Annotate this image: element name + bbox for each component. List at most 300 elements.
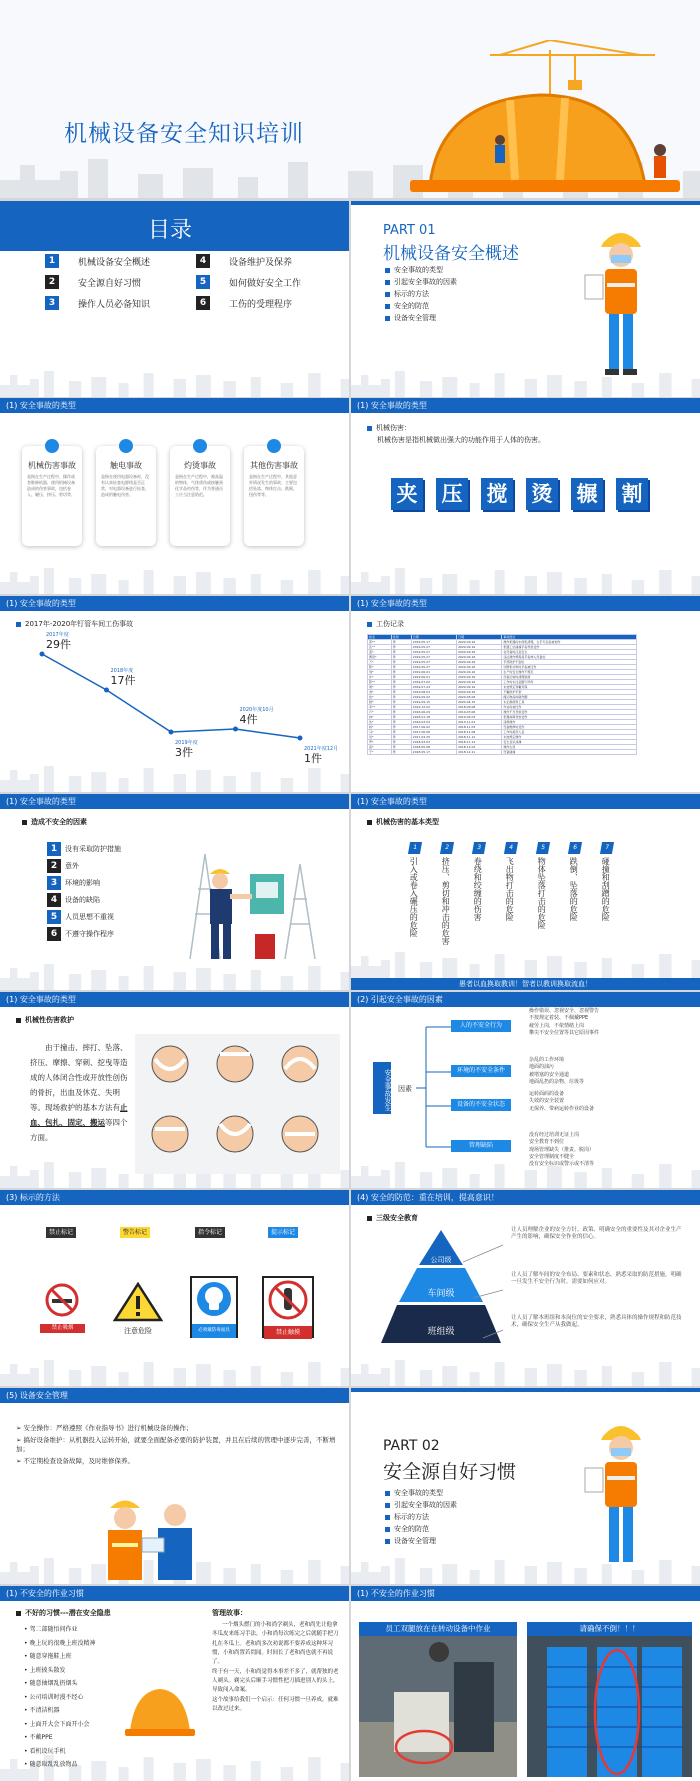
tag-information: 提示标记 [268, 1227, 298, 1238]
table-cell: 2019.12.02 [411, 705, 456, 710]
injury-type-column [409, 842, 423, 952]
table-cell: 作业时被压伤 [502, 705, 637, 710]
factor-number: 2 [47, 859, 61, 873]
injury-type-column [601, 842, 615, 952]
city-skyline-decor [351, 948, 700, 978]
factor-item [37, 910, 157, 925]
factor-label: 环境的影响 [65, 879, 100, 887]
table-cell: 杨* [368, 725, 392, 730]
category-label: 2020年度10月 [239, 707, 274, 713]
branch-notes [529, 1057, 584, 1086]
part-number: PART 02 [383, 1438, 440, 1454]
table-cell: 搬运物品时砸伤脚 [502, 695, 637, 700]
habit-label: 随意穿拖鞋上班 [29, 1653, 72, 1660]
worker-illustration [581, 223, 661, 383]
part-title: 机械设备安全概述 [383, 244, 519, 264]
section-bar: (5) 设备安全管理 [0, 1388, 349, 1403]
factor-number: 6 [47, 927, 61, 941]
branch-notes [529, 1008, 599, 1037]
section-bar: (4) 安全的防范：重在培训，提高意识！ [351, 1190, 700, 1205]
table-cell: 沈* [368, 720, 392, 725]
table-cell: 生产时安全操作不规范 [502, 670, 637, 675]
table-cell: 2019.05.27 [411, 645, 456, 650]
habit-item [24, 1734, 52, 1742]
city-skyline-decor [351, 1356, 700, 1386]
table-cell: 2019.07.24 [411, 685, 456, 690]
table-cell: 男 [391, 675, 411, 680]
section-bar: (2) 引起安全事故的因素 [351, 992, 700, 1007]
table-cell: 2017.06.02 [411, 725, 456, 730]
types-heading: 机械伤害的基本类型 [367, 818, 439, 827]
table-cell: 设备维修时受伤 [502, 725, 637, 730]
table-cell: 男 [391, 745, 411, 750]
branch-note: 地面的油污 [529, 1064, 555, 1071]
table-cell: 2020.09.16 [457, 655, 502, 660]
mgmt-item: ➢ 安全操作：严格遵照《作业指导书》进行机械设备的操作； [16, 1424, 193, 1432]
habit-label: 随意抽烟乱扔烟头 [29, 1680, 78, 1687]
habit-label: 上面开大会下面开小会 [29, 1720, 90, 1728]
branch-label: 人的不安全行为 [451, 1020, 511, 1032]
part-item: 设备安全管理 [385, 314, 436, 323]
section-bar: (1) 安全事故的类型 [351, 398, 700, 413]
table-cell: 2019.08.03 [411, 690, 456, 695]
gas-mask-sign: 必须戴防毒面具 [190, 1276, 238, 1338]
section-bar: (1) 不安全的作业习惯 [0, 1586, 349, 1601]
branch-note: 操作错误、忽视安全、忽视警告 [529, 1008, 600, 1014]
first-aid-text: 由于撞击、摔打、坠落、挤压、摩擦、穿刺、挖曳等造成的人体闭合性或开放性创伤的骨折，出血及休克、失明等。现场救护的基本方法有止血、包扎、固定、搬运等四个方面。 [30, 1043, 128, 1142]
factory-photo [359, 1622, 517, 1777]
habit-item [24, 1667, 65, 1675]
slide-three-level-education [351, 1190, 700, 1386]
bullet: • [24, 1720, 30, 1728]
injury-records-table [367, 634, 637, 755]
table-cell: 欧* [368, 695, 392, 700]
mgmt-item: ➢ 不定期检查设备故障，及时维修保养。 [16, 1457, 135, 1465]
pyramid-level: 车间级 [427, 1289, 455, 1299]
pyramid-level: 公司级 [430, 1256, 452, 1264]
table-cell: 男 [391, 655, 411, 660]
column-number: 3 [472, 842, 486, 854]
part-title: 安全源自好习惯 [383, 1461, 517, 1483]
table-header-cell: 事故经过 [502, 635, 637, 640]
column-label: 碰撞和刮蹭的危险 [601, 857, 611, 921]
branch-notes [529, 1132, 594, 1168]
factor-item [37, 842, 157, 857]
table-cell: 马* [368, 730, 392, 735]
photo-caption: 员工双腿放在在转动设备中作业 [359, 1622, 517, 1636]
toc-label: 机械设备安全概述 [78, 258, 151, 268]
branch-note: 失效的安全装置 [529, 1098, 565, 1105]
no-touch-icon [264, 1278, 312, 1322]
value-label: 17件 [110, 674, 136, 687]
table-cell: 男 [391, 690, 411, 695]
tag-prohibition: 禁止标记 [46, 1227, 76, 1238]
table-cell: 2018.11.03 [457, 725, 502, 730]
gear-icon [45, 439, 59, 453]
pyramid-level: 班组级 [427, 1327, 455, 1337]
table-cell: 2020.09.16 [457, 675, 502, 680]
no-smoking-sign: 禁止吸烟 [40, 1282, 85, 1337]
table-cell: 男 [391, 695, 411, 700]
column-label: 物体坠落打击的危险 [537, 857, 547, 929]
column-label: 挤压、剪切和冲击的危害 [441, 857, 451, 945]
first-aid-heading: 机械性伤害救护 [16, 1016, 74, 1025]
section-bar: (1) 安全事故的类型 [0, 992, 349, 1007]
toc-title: 目录 [148, 218, 193, 243]
keyword-char: 搅 [481, 478, 513, 510]
factors-heading: 造成不安全的因素 [22, 818, 87, 827]
pyramid-connectors [463, 1240, 513, 1340]
column-label: 跌倒、坠落的危险 [569, 857, 579, 921]
table-cell: 2018.11.12 [457, 735, 502, 740]
bandage-illustration [135, 1034, 340, 1174]
table-cell: 操作机器时未停机清理，左手无名指被划伤 [502, 640, 637, 645]
branch-note: 杂乱的工作环境 [529, 1057, 565, 1063]
tree-lines [416, 1022, 456, 1162]
branch-note: 安全管理制度不健全 [529, 1153, 575, 1160]
value-label: 29件 [46, 638, 71, 651]
factor-number: 4 [47, 893, 61, 907]
table-cell: 男 [391, 660, 411, 665]
table-cell: 切断机切料时手指被压伤 [502, 665, 637, 670]
habit-label: 驾二部随悟问作业 [29, 1626, 78, 1633]
table-cell: 田* [368, 735, 392, 740]
column-number: 1 [408, 842, 422, 854]
slide-injury-types [351, 794, 700, 990]
section-bar: (1) 安全事故的类型 [0, 794, 349, 809]
part-item: 标示的方法 [385, 290, 429, 299]
table-cell: 工作时疏忽大意 [502, 730, 637, 735]
table-cell: 周* [368, 685, 392, 690]
worker-illustration [581, 1416, 661, 1576]
mid-label: 因素 [398, 1085, 412, 1093]
factor-item [37, 893, 157, 908]
table-header-cell: 日期 [457, 635, 502, 640]
factor-label: 人员思想不重视 [65, 913, 114, 921]
table-cell: 刘* [368, 670, 392, 675]
slide-bad-habits [0, 1586, 349, 1781]
table-header-cell: 姓名 [368, 635, 392, 640]
branch-label: 环境的不安全条件 [451, 1065, 511, 1077]
top-line [351, 201, 700, 205]
table-cell: 男 [391, 700, 411, 705]
category-label: 2017年度 [46, 632, 69, 638]
injury-type-column [473, 842, 487, 952]
habit-item [24, 1640, 95, 1648]
photo-panel [527, 1622, 692, 1777]
slide-part-02 [351, 1388, 700, 1584]
data-point [169, 730, 174, 735]
data-point [233, 727, 238, 732]
injury-definition: 机械伤害是指机械做出强大的功能作用于人体的伤害。 [377, 436, 545, 444]
table-cell: 机器工位碰撞手指导致受伤 [502, 645, 637, 650]
value-label: 3件 [175, 746, 193, 759]
table-cell: 男 [391, 650, 411, 655]
table-cell: 2020.09.16 [457, 665, 502, 670]
table-cell: 男 [391, 705, 411, 710]
section-bar: (1) 安全事故的类型 [351, 596, 700, 611]
table-cell: 2019.11.01 [457, 720, 502, 725]
table-cell: 蓝* [368, 650, 392, 655]
slide-title-text: 机械设备安全知识培训 [64, 121, 304, 147]
accident-card: 其他伤害事故 是指在生产过程中，其他意外情况发生的事故，主要包括坠落、物体打击、跌倒、扭伤等等。 [244, 446, 304, 546]
mgmt-item: ➢ 搞好设备维护：从机器投入运转开始，就要全面配备必要的防护装置，并且在后续的管理中逐步完善，不断增加； [16, 1436, 336, 1453]
data-point [298, 736, 303, 741]
city-skyline-decor [0, 367, 349, 397]
injury-type-column [569, 842, 583, 952]
factor-label: 没有采取防护措施 [65, 845, 121, 853]
accident-card: 机械伤害事故 是指在生产过程中，操作或者维修机器，使用机械设备造成的伤害事故，包括卷入、碾压、挤压、剪切等。 [22, 446, 82, 546]
table-cell: 男 [391, 730, 411, 735]
table-cell: 2019.06.01 [411, 670, 456, 675]
table-cell: 违规操作 [502, 720, 637, 725]
table-cell: 2016.06.29 [411, 710, 456, 715]
table-cell: 许* [368, 675, 392, 680]
branch-note: 没有经过培训无证上岗 [529, 1132, 580, 1138]
bullet: • [24, 1707, 30, 1714]
table-cell: 2020.04.15 [457, 700, 502, 705]
habit-label: 不戴PPE [29, 1734, 53, 1741]
factor-number: 3 [47, 876, 61, 890]
top-line [351, 1388, 700, 1392]
keyword-char: 烫 [526, 478, 558, 510]
electrician-illustration [180, 834, 330, 964]
table-cell: 操作失误 [502, 745, 637, 750]
habit-label: 不清洁机器 [29, 1707, 60, 1714]
table-cell: 男 [391, 665, 411, 670]
factor-label: 设备的缺陷 [65, 896, 100, 904]
table-cell: 2018.12.02 [457, 745, 502, 750]
bullet: • [24, 1747, 30, 1755]
table-cell: 2016.01.18 [411, 715, 456, 720]
table-cell: 2020.09.16 [457, 650, 502, 655]
toc-label: 安全源自好习惯 [78, 279, 142, 289]
table-cell: 曹思* [368, 655, 392, 660]
table-cell: 高* [368, 745, 392, 750]
bullet: • [24, 1680, 30, 1687]
slide-accident-types [0, 398, 349, 594]
table-cell: 2020.09.16 [457, 645, 502, 650]
table-cell: 2019.05.27 [411, 660, 456, 665]
slide-equipment-management [0, 1388, 349, 1584]
table-cell: 安全意识淡薄 [502, 740, 637, 745]
table-cell: 男 [391, 685, 411, 690]
table-cell: 操作不当导致受伤 [502, 710, 637, 715]
table-cell: 2018.03.03 [411, 740, 456, 745]
engineers-illustration [90, 1488, 210, 1580]
habit-item [24, 1653, 71, 1661]
table-cell: 2019.09.02 [411, 695, 456, 700]
table-cell: 设备运转时清理铁屑 [502, 675, 637, 680]
part-number: PART 01 [383, 223, 436, 238]
table-cell: 2020.09.16 [457, 670, 502, 675]
table-cell: 男 [391, 735, 411, 740]
slide-accident-factors [351, 992, 700, 1188]
slide-mechanical-injury [351, 398, 700, 594]
keyword-char: 辗 [571, 478, 603, 510]
column-number: 4 [504, 842, 518, 854]
table-cell: 顾* [368, 700, 392, 705]
injury-type-column [505, 842, 519, 952]
bullet: • [24, 1639, 30, 1647]
branch-note: 地面乱扔的杂物、垃圾等 [529, 1078, 585, 1085]
category-label: 2018年度 [110, 668, 134, 674]
column-number: 7 [600, 842, 614, 854]
story-text: 一个烟头燃门的小和尚学剃头，老和尚先让他拿冬瓜皮来练习手法，小和尚每次练完之后就随手把刀扎在冬瓜上。老和尚多次劝说都不要养成这种坏习惯，小和尚置若罔闻。时间长了老和尚也就不再说了。 终于有一天，小和尚觉得本事差不多了，就帮独的老人剃头。剃完头后顺手习惯性把刀插进别人的头上，导致闯入命案。 这个故事给我们一个启示：任何习惯一旦养成，就难以改过过来。 [212, 1622, 339, 1713]
fire-icon [193, 439, 207, 453]
category-label: 2019年度 [175, 740, 198, 746]
no-touch-sign: 禁止触摸 [262, 1276, 314, 1338]
city-skyline-decor [351, 564, 700, 594]
slide-title [0, 0, 700, 198]
table-cell: 李** [368, 705, 392, 710]
city-skyline-decor [351, 1158, 700, 1188]
habit-item [24, 1721, 89, 1729]
table-cell: 在设备时注意安全 [502, 650, 637, 655]
table-cell: 2019.05.27 [411, 665, 456, 670]
value-label: 4件 [239, 713, 258, 726]
branch-note: 攀尖不安全位置等其它原因事件 [529, 1029, 600, 1036]
table-cell: 2018.12.11 [457, 750, 502, 755]
table-cell: 手部防护不到位 [502, 660, 637, 665]
section-bar: (1) 安全事故的类型 [351, 794, 700, 809]
branch-notes [529, 1091, 594, 1113]
section-bar: (1) 不安全的作业习惯 [351, 1586, 700, 1601]
table-cell: 未正确使用工具 [502, 700, 637, 705]
part-item: 标示的方法 [385, 1513, 429, 1522]
column-label: 卷绕和绞缠的伤害 [473, 857, 483, 921]
branch-note: 被堵塞的安全通道 [529, 1071, 570, 1078]
bullet: • [24, 1693, 30, 1701]
table-cell: 男 [391, 725, 411, 730]
caution-sign: 注意危险 [113, 1282, 163, 1337]
table-cell: 2019.07.02 [411, 680, 456, 685]
table-cell: 不戴防护手套 [502, 690, 637, 695]
bullet: • [24, 1734, 30, 1741]
table-cell: 罗* [368, 740, 392, 745]
factor-item [37, 876, 157, 891]
section-bar: (1) 安全事故的类型 [0, 398, 349, 413]
table-cell: 陈** [368, 680, 392, 685]
table-cell: 2019.06.01 [411, 675, 456, 680]
table-cell: 刘* [368, 690, 392, 695]
branch-note: 无保养、带病运转作业的设备 [529, 1105, 595, 1112]
table-cell: 男 [391, 645, 411, 650]
table-cell: 2020.09.16 [457, 680, 502, 685]
part-item: 引起安全事故的因素 [385, 1501, 457, 1510]
table-cell: 男 [391, 750, 411, 755]
hardhat-crane-illustration [400, 40, 700, 198]
branch-label: 管理缺陷 [451, 1140, 511, 1152]
table-cell: 2019.09.15 [411, 700, 456, 705]
table-cell: 2020.09.16 [457, 690, 502, 695]
keyword-char: 割 [616, 478, 648, 510]
table-cell: 设备碰撞 [502, 750, 637, 755]
table-cell: 邵** [368, 640, 392, 645]
habits-heading: 不好的习惯---潜在安全隐患 [16, 1609, 111, 1618]
shelf-photo [527, 1622, 692, 1777]
table-cell: 男 [391, 670, 411, 675]
habit-label: 公司培训时漫不经心 [29, 1693, 84, 1701]
table-cell: 男 [391, 715, 411, 720]
table-cell: 2018.05.17 [411, 750, 456, 755]
warning-icon [267, 439, 281, 453]
branch-note: 不按规定着装、不佩戴PPE [529, 1015, 589, 1022]
table-cell: 于* [368, 750, 392, 755]
table-row [368, 750, 637, 755]
education-heading: 三级安全教育 [367, 1214, 418, 1223]
table-header-cell: 性别 [391, 635, 411, 640]
table-cell: 2019.03.06 [457, 710, 502, 715]
factor-item [37, 927, 157, 942]
toc-label: 工伤的受理程序 [229, 300, 293, 310]
table-cell: 男 [391, 680, 411, 685]
bullet: • [24, 1666, 30, 1674]
table-cell: 陈* [368, 665, 392, 670]
table-cell: 2018.09.08 [457, 705, 502, 710]
bullet: • [24, 1761, 30, 1768]
table-cell: 2017.06.08 [411, 730, 456, 735]
hardhat-icon [125, 1681, 195, 1741]
factor-number: 5 [47, 910, 61, 924]
table-cell: 未按规定穿戴劳保 [502, 685, 637, 690]
slide-signage [0, 1190, 349, 1386]
column-number: 5 [536, 842, 550, 854]
column-number: 2 [440, 842, 454, 854]
table-cell: 工作时未注意脚下摔伤 [502, 680, 637, 685]
table-cell: 林* [368, 715, 392, 720]
records-heading: 工伤记录 [367, 620, 404, 629]
level-note: 让人员了解车间的安全布局、要素和状态，熟悉采取的防范措施，明确一旦发生不安全行为时，需要如何应对。 [511, 1272, 682, 1286]
factor-number: 1 [47, 842, 61, 856]
branch-note: 安全教育不到位 [529, 1139, 565, 1146]
column-label: 引入或卷入碾压的危险 [409, 857, 419, 937]
data-point [40, 652, 45, 657]
root-box: 安全事故发生 [373, 1062, 391, 1114]
toc-label: 如何做好安全工作 [229, 279, 302, 289]
tag-warning: 警告标记 [120, 1227, 150, 1238]
keyword-char: 压 [436, 478, 468, 510]
part-item: 安全的防范 [385, 1525, 429, 1534]
keyword-char: 夹 [391, 478, 423, 510]
bolt-icon [119, 439, 133, 453]
part-item: 安全事故的类型 [385, 1489, 443, 1498]
table-cell: 2019.05.17 [411, 640, 456, 645]
table-cell: 2019.05.27 [411, 650, 456, 655]
column-label: 飞出物打击的危险 [505, 857, 515, 921]
bullet: • [24, 1626, 30, 1633]
column-number: 6 [568, 842, 582, 854]
habit-item [24, 1680, 77, 1688]
accident-line-chart [0, 631, 349, 771]
table-cell: 2018.11.08 [457, 730, 502, 735]
table-cell: 男 [391, 640, 411, 645]
injury-type-column [537, 842, 551, 952]
data-point [104, 688, 109, 693]
habit-label: 上班披头散发 [29, 1666, 66, 1674]
accident-card: 触电事故 是指在使用电器设备时，没有认真检查电源线是否正常，对电器设备进行检查，造成的触电伤害。 [96, 446, 156, 546]
slide-part-01 [351, 201, 700, 397]
table-cell: 未按规定操作 [502, 735, 637, 740]
branch-label: 设备的不安全状态 [451, 1099, 511, 1111]
table-cell: 2020.05.06 [457, 695, 502, 700]
table-cell: 2020.09.16 [457, 685, 502, 690]
footer-slogan: 愚者以血换取教训！智者以教训换取流血！ [351, 978, 700, 990]
table-cell: 卢* [368, 710, 392, 715]
level-note: 让人员理解企业的安全方针、政策、明确安全的重要性及其对企业生产产生的影响，确保安全作业的信心。 [511, 1227, 682, 1241]
branch-note: 疲劳上岗，不依情绪上岗 [529, 1022, 585, 1029]
habit-item [24, 1626, 77, 1634]
